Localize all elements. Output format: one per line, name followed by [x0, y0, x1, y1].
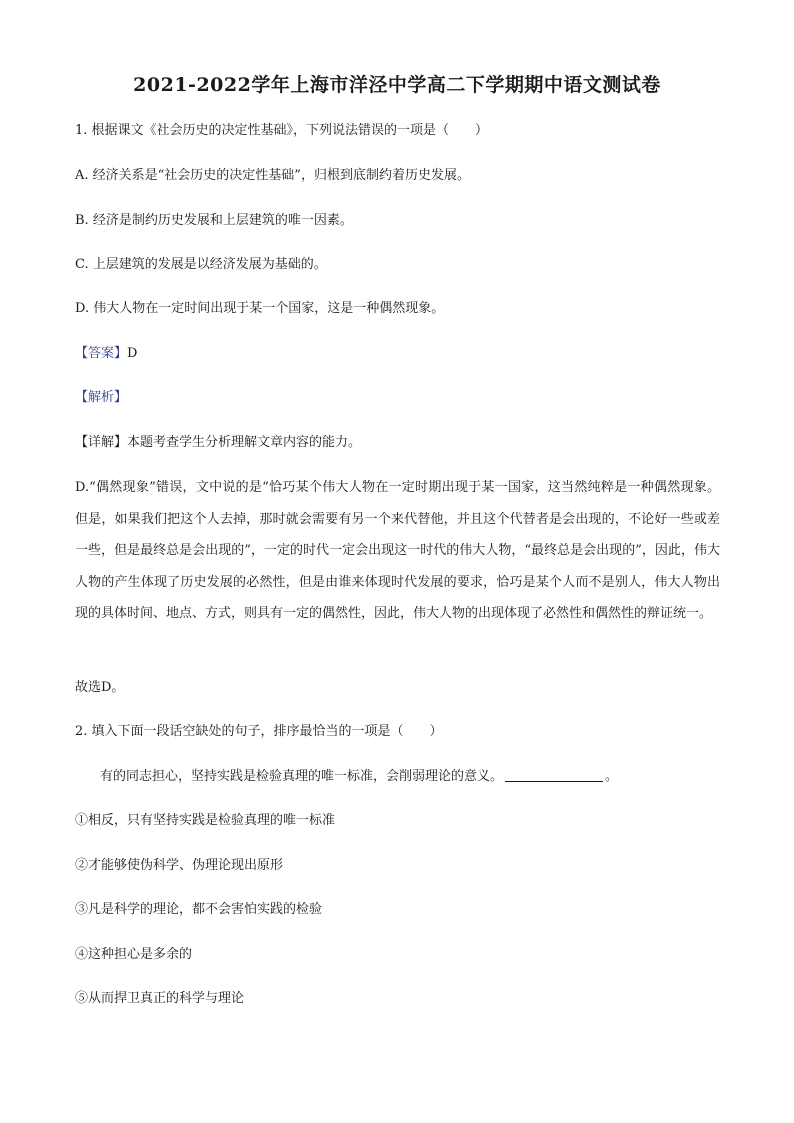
- q2-item-1: ①相反，只有坚持实践是检验真理的唯一标准: [75, 813, 336, 828]
- q2-passage-end: 。: [605, 769, 619, 784]
- answer-line: [75, 345, 137, 363]
- q2-item-3: ③凡是科学的理论，都不会害怕实践的检验: [75, 902, 323, 917]
- q1-option-c: C. 上层建筑的发展是以经济发展为基础的。: [75, 257, 327, 272]
- q2-item-4: ④这种担心是多余的: [75, 947, 193, 962]
- analysis-tag: 【解析】: [75, 390, 128, 405]
- q2-passage-text: 有的同志担心，坚持实践是检验真理的唯一标准，会削弱理论的意义。: [100, 769, 504, 784]
- q2-item-2: ②才能够使伪科学、伪理论现出原形: [75, 858, 284, 873]
- q1-option-a: A. 经济关系是“社会历史的决定性基础”，归根到底制约着历史发展。: [75, 168, 470, 183]
- answer-value: D: [127, 346, 138, 361]
- q2-passage: [100, 767, 618, 786]
- analysis-line: [75, 389, 127, 407]
- q1-option-b: B. 经济是制约历史发展和上层建筑的唯一因素。: [75, 213, 353, 228]
- explanation-paragraph: D.“偶然现象”错误，文中说的是“恰巧某个伟大人物在一定时期出现于某一国家，这当然纯粹是一种偶然现象。但是，如果我们把这个人去掉，那时就会需要有另一个来代替他，并且这个代替者是会出现的，不论好一些或差一些，但是最终总是会出现的”，一定的时代一定会出现这一时代的伟大人物，“最终总是会出现的”，因此，伟大人物的产生体现了历史发展的必然性，但是由谁来体现时代发展的要求，恰巧是某个人而不是别人，伟大人物出现的具体时间、地点、方式，则具有一定的偶然性，因此，伟大人物的出现体现了必然性和偶然性的辩证统一。: [75, 480, 720, 621]
- fill-blank: [505, 767, 603, 782]
- detail-line: [75, 434, 361, 452]
- question-2-stem: 2. 填入下面一段话空缺处的句子，排序最恰当的一项是（ ）: [75, 724, 443, 739]
- question-1-stem: 1. 根据课文《社会历史的决定性基础》，下列说法错误的一项是（ ）: [75, 123, 489, 138]
- conclusion: 故选D。: [75, 680, 125, 695]
- detail-text: 本题考查学生分析理解文章内容的能力。: [127, 435, 362, 450]
- q1-option-d: D. 伟大人物在一定时间出现于某一个国家，这是一种偶然现象。: [75, 301, 445, 316]
- detail-tag: 【详解】: [75, 435, 128, 450]
- q2-item-5: ⑤从而捍卫真正的科学与理论: [75, 991, 245, 1006]
- page-title: 2021-2022学年上海市洋泾中学高二下学期期中语文测试卷: [133, 74, 661, 96]
- answer-tag: 【答案】: [75, 346, 128, 361]
